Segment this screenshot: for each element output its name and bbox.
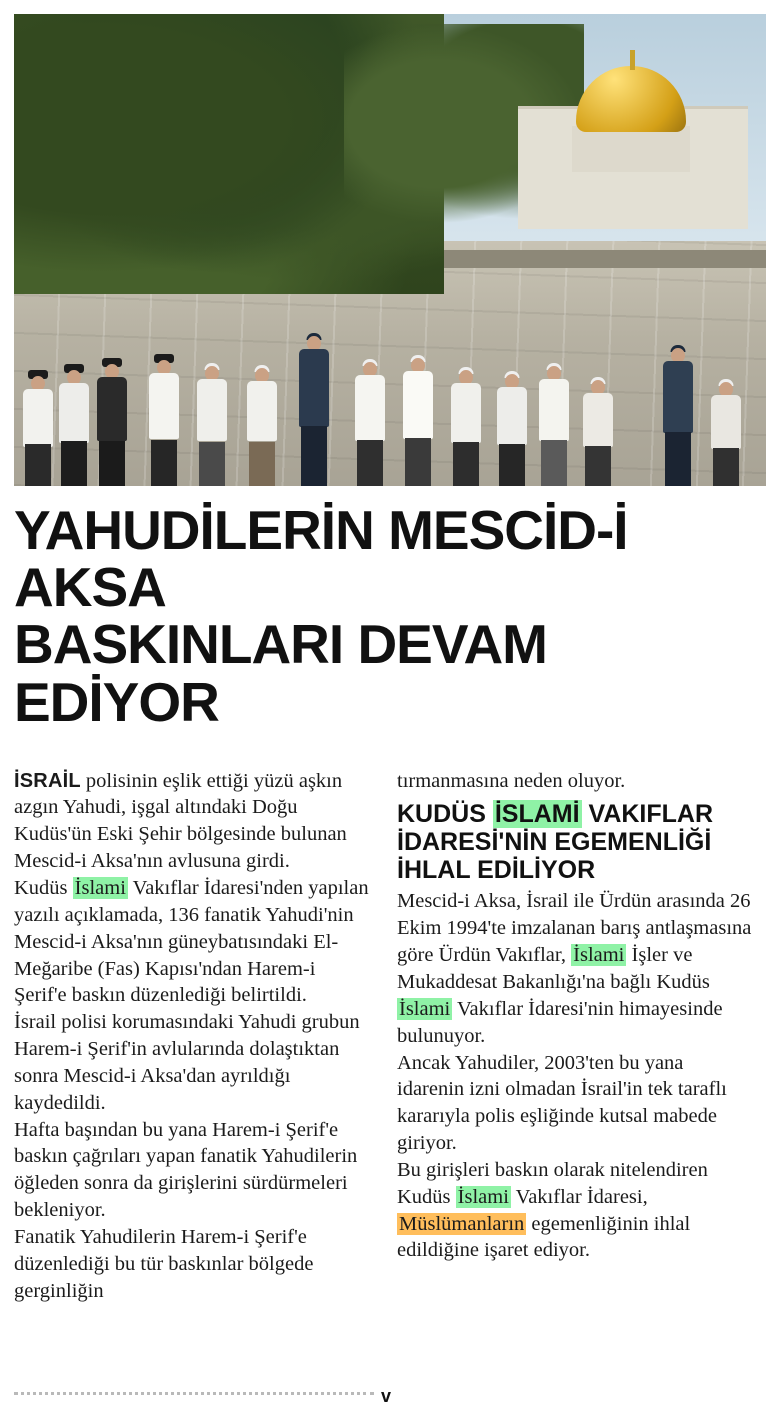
paragraph-1 — [14, 768, 371, 875]
paragraph-2 — [14, 875, 371, 1009]
paragraph-1-text: polisinin eşlik ettiği yüzü aşkın azgın Yahudi, işgal altındaki Doğu Kudüs'ün Eski Şehir bölgesinde bulunan Mescid-i Aksa'nın avlusuna girdi. — [14, 769, 347, 873]
headline-line-1: YAHUDİLERİN MESCİD-İ AKSA — [14, 499, 628, 619]
article-body — [14, 768, 766, 1305]
right-column — [397, 768, 754, 1305]
highlight-islami: İslami — [74, 876, 126, 899]
lead-word: İSRAİL — [14, 769, 81, 792]
paragraph-6-text-b: İşler ve Mukaddesat Bakanlığı'na bağlı Kudüs — [397, 944, 710, 993]
dotted-divider — [14, 1392, 374, 1395]
paragraph-6-text-c: Vakıflar İdaresi'nin himayesinde bulunuyor. — [397, 997, 723, 1047]
paragraph-5: Fanatik Yahudilerin Harem-i Şerif'e düzenlediği bu tür baskınlar bölgede gerginliğin — [14, 1225, 314, 1302]
headline-line-2: BASKINLARI DEVAM EDİYOR — [14, 613, 547, 733]
highlight-islami: İslami — [573, 944, 625, 967]
paragraph-4: Hafta başından bu yana Harem-i Şerif'e baskın çağrıları yapan fanatik Yahudilerin öğleden sonra da girişlerini sürdürmeleri bekleniyor. — [14, 1118, 358, 1222]
paragraph-2-text-b: Vakıflar İdaresi'nden yapılan yazılı açıklamada, 136 fanatik Yahudi'nin Mescid-i Aksa'nın güneybatısındaki El-Meğaribe (Fas) Kapısı'ndan Harem-i Şerif'e baskın düzenlediği belirtildi. — [14, 876, 369, 1007]
subheadline-a: KUDÜS — [397, 800, 493, 829]
paragraph-6 — [397, 888, 754, 1049]
paragraph-8-text-c: egemenliğinin ihlal edildiğine işaret ediyor. — [397, 1212, 691, 1262]
headline — [14, 499, 766, 733]
crowd-of-people — [14, 224, 766, 486]
highlight-islami: İslami — [399, 997, 451, 1020]
paragraph-8 — [397, 1157, 754, 1264]
continuation-marker: v — [381, 1386, 392, 1406]
highlight-islami: İslami — [457, 1185, 509, 1208]
dome-drum — [572, 126, 690, 172]
article-photo — [14, 14, 766, 486]
paragraph-2-text-a: Kudüs — [14, 876, 73, 899]
paragraph-3: İsrail polisi korumasındaki Yahudi grubun Harem-i Şerif'in avlularında dolaştıktan sonra Mescid-i Aksa'dan ayrıldığı kaydedildi. — [14, 1011, 360, 1114]
highlight-islami: İSLAMİ — [494, 800, 580, 829]
subheadline-b: VAKIFLAR İDARESİ'NİN EGEMENLİĞİ İHLAL EDİLİYOR — [397, 800, 714, 885]
paragraph-6-text-a: Mescid-i Aksa, İsrail ile Ürdün arasında 26 Ekim 1994'te imzalanan barış antlaşmasına göre Ürdün Vakıflar, — [397, 890, 752, 967]
continuation-paragraph: tırmanmasına neden oluyor. — [397, 769, 626, 792]
paragraph-8-text-b: Vakıflar İdaresi, — [510, 1185, 648, 1208]
paragraph-7: Ancak Yahudiler, 2003'ten bu yana idarenin izni olmadan İsrail'in tek taraflı kararıyla polis eşliğinde kutsal mabede giriyor. — [397, 1051, 727, 1155]
highlight-muslumanlarin: Müslümanların — [399, 1212, 525, 1235]
left-column — [14, 768, 371, 1305]
dome-spire-icon — [630, 50, 635, 70]
subheadline — [397, 800, 754, 884]
paragraph-8-text-a: Bu girişleri baskın olarak nitelendiren Kudüs — [397, 1158, 708, 1208]
